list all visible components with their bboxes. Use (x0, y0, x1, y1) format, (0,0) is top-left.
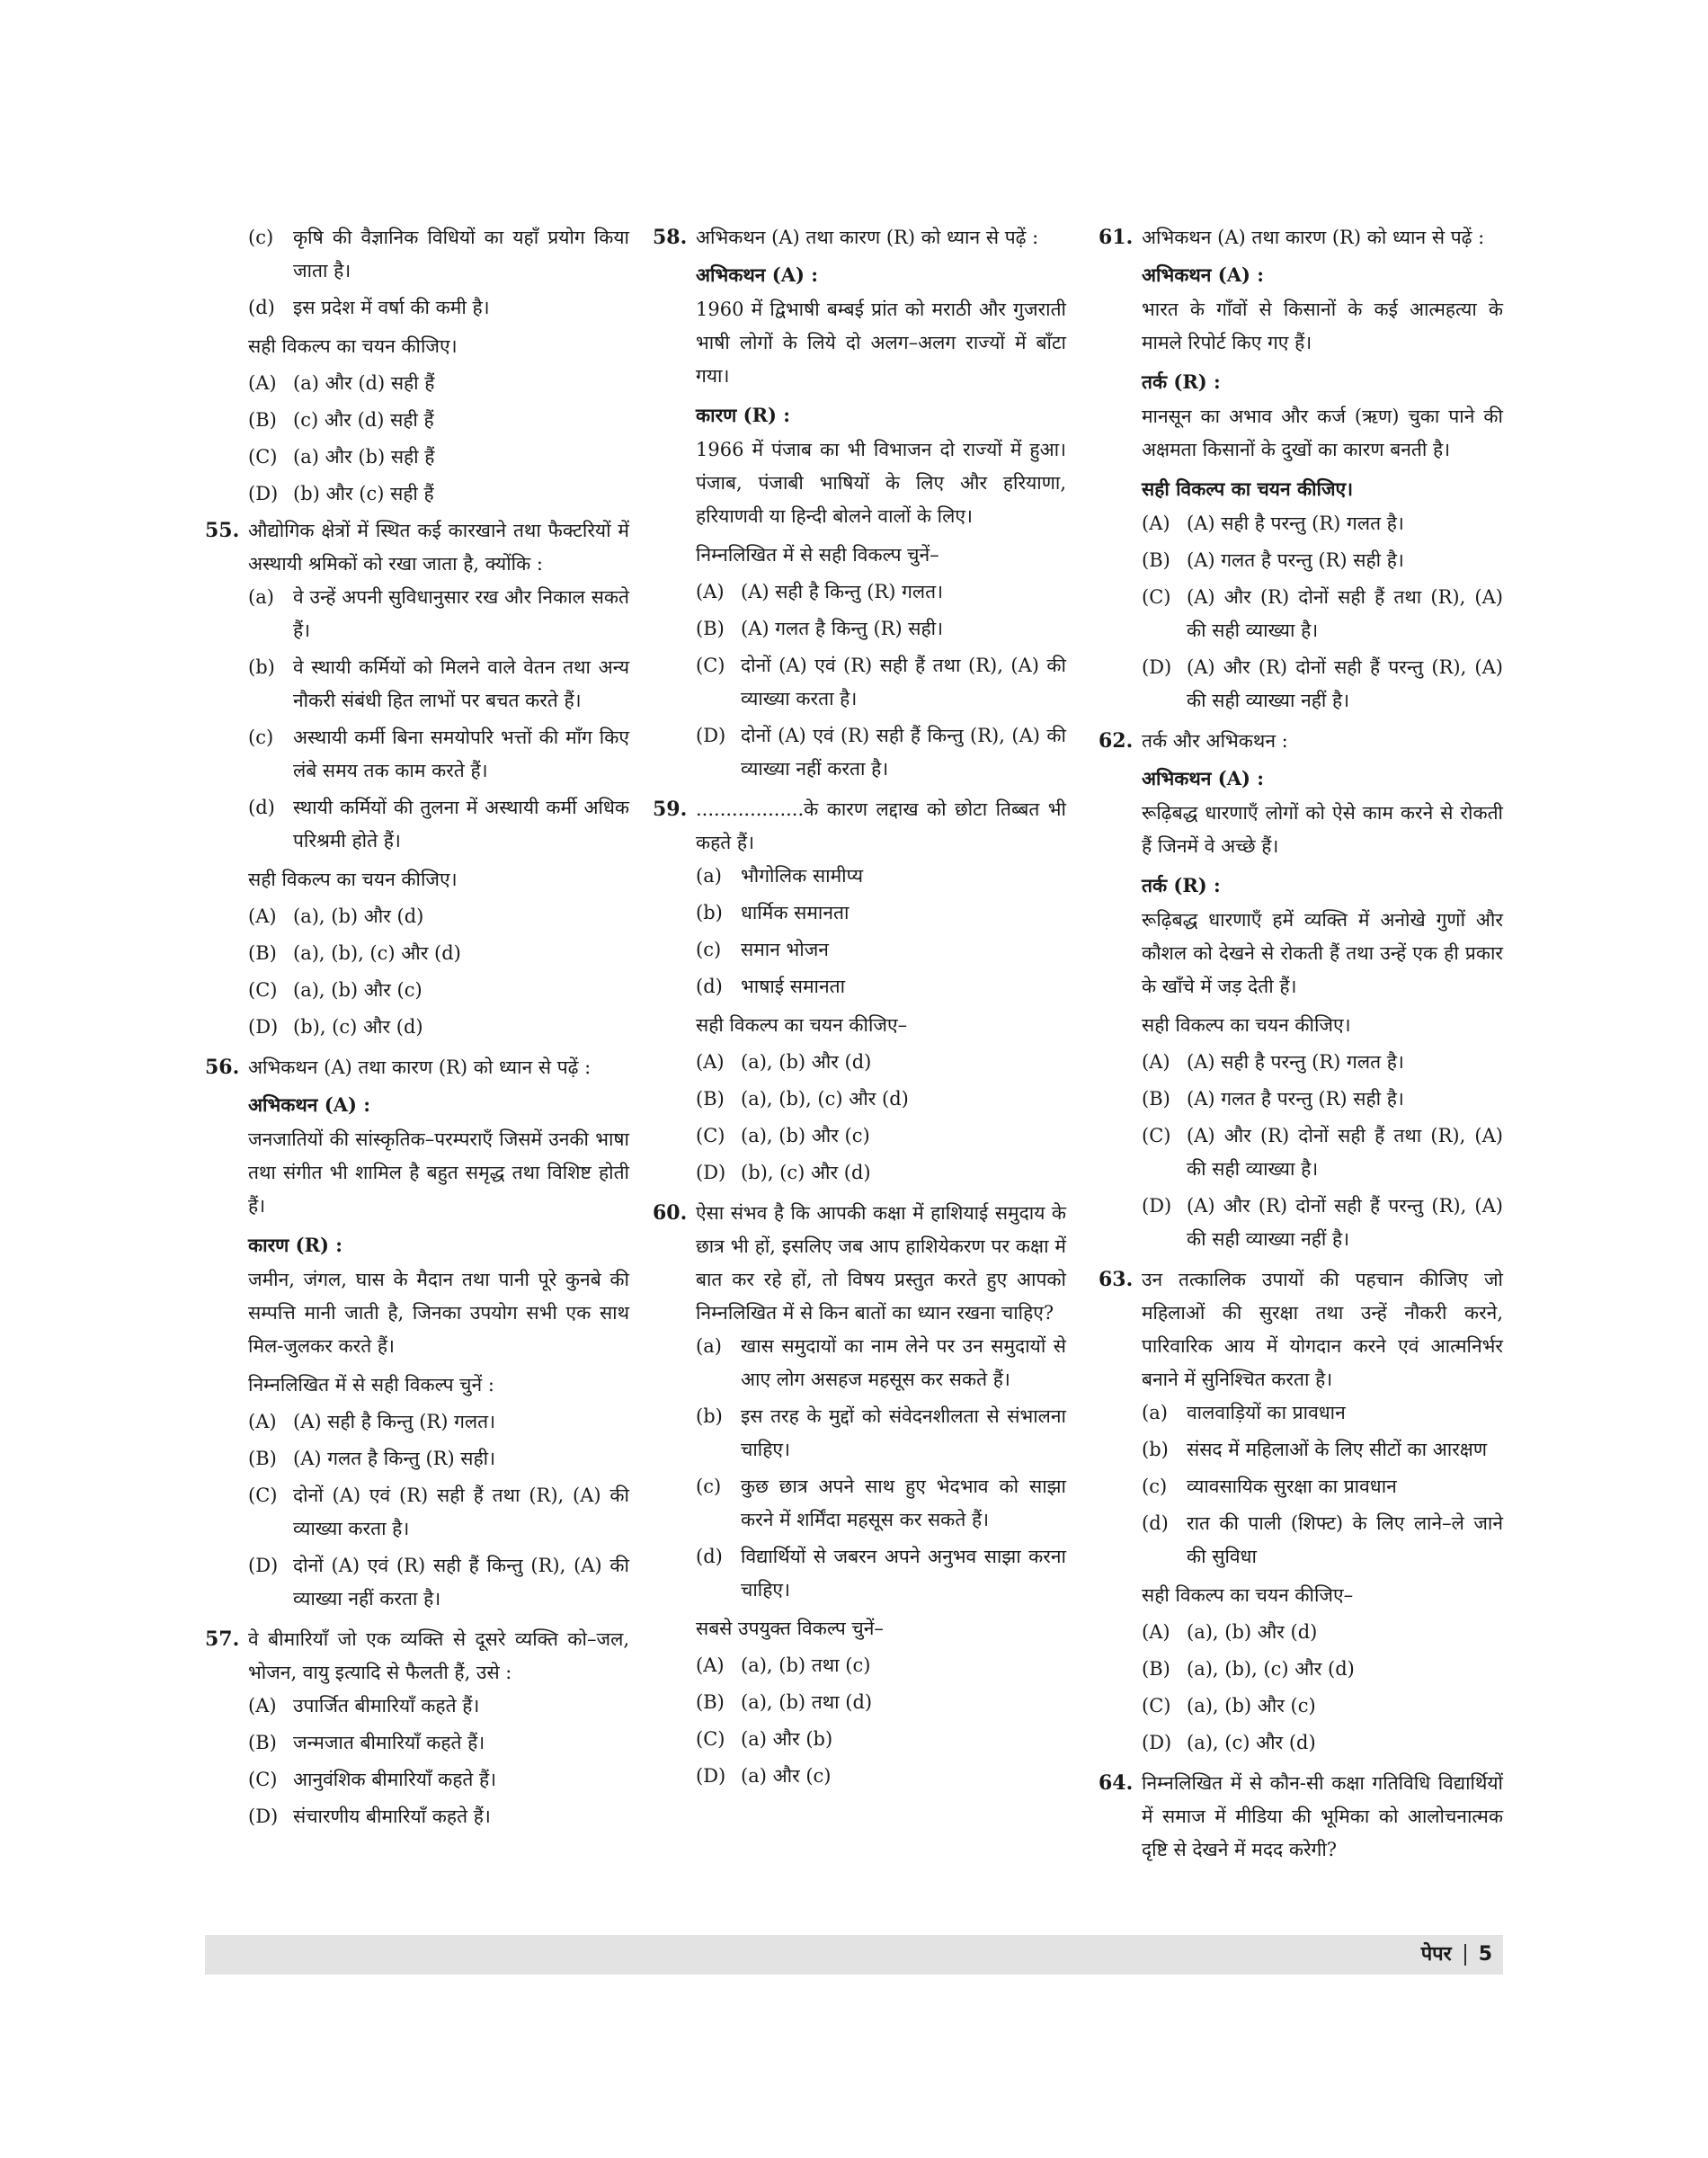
statement-text: अस्थायी कर्मी बिना समयोपरि भत्तों की माँग किए लंबे समय तक काम करते हैं। (293, 727, 629, 781)
marker: (d) (696, 1546, 723, 1567)
statement-text: वे उन्हें अपनी सुविधानुसार रख और निकाल सकते हैं। (293, 586, 629, 641)
marker: (c) (1142, 1476, 1168, 1497)
option-text: दोनों (A) एवं (R) सही हैं तथा (R), (A) की व्याख्या करता है। (293, 1485, 629, 1539)
option-text: (A) और (R) दोनों सही हैं तथा (R), (A) की सही व्याख्या है। (1187, 586, 1503, 641)
footer-separator (1464, 1944, 1466, 1966)
marker: (D) (1142, 656, 1172, 678)
marker: (D) (248, 1806, 279, 1827)
option-text: दोनों (A) एवं (R) सही हैं तथा (R), (A) की व्याख्या करता है। (741, 655, 1066, 709)
option-text: (a) और (b) सही हैं (293, 446, 435, 468)
option-text: (A) और (R) दोनों सही हैं परन्तु (R), (A) की सही व्याख्या नहीं है। (1187, 656, 1503, 711)
option-text: संचारणीय बीमारियाँ कहते हैं। (293, 1806, 491, 1827)
assertion-text: भारत के गाँवों से किसानों के कई आत्महत्या के मामले रिपोर्ट किए गए हैं। (1142, 299, 1503, 353)
option-C[interactable] (1142, 1690, 1503, 1723)
question-text: ऐसा संभव है कि आपकी कक्षा में हाशियाई समुदाय के छात्र भी हों, इसलिए जब आप हाशियेकरण पर कक्षा में बात कर रहे हों, तो विषय प्रस्तुत करते हुए आपको निम्नलिखित में से किन बातों का ध्यान रखना चाहिए? (696, 1202, 1066, 1324)
statement-a (248, 581, 629, 647)
question-number: 62. (1099, 729, 1134, 753)
marker: (a) (248, 586, 274, 608)
reason-text: रूढ़िबद्ध धारणाएँ हमें व्यक्ति में अनोखे गुणों और कौशल को देखने से रोकती हैं तथा उन्हें एक ही प्रकार के खाँचे में जड़ देती हैं। (1142, 909, 1503, 997)
option-B[interactable] (1142, 1653, 1503, 1686)
option-B[interactable] (696, 1083, 1066, 1116)
question-61 (1099, 221, 1503, 718)
marker: (A) (1142, 513, 1170, 534)
marker: (c) (696, 939, 722, 960)
assertion-text: 1960 में द्विभाषी बम्बई प्रांत को मराठी और गुजराती भाषी लोगों के लिये दो अलग–अलग राज्यों में बाँटा गया। (696, 299, 1066, 387)
option-text: (A) गलत है परन्तु (R) सही है। (1187, 549, 1404, 571)
marker: (C) (248, 979, 278, 1001)
option-C[interactable] (248, 1479, 629, 1546)
marker: (b) (1142, 1439, 1169, 1460)
statement-a (696, 860, 1066, 893)
marker: (A) (248, 905, 277, 927)
option-A[interactable] (248, 1405, 629, 1439)
footer-text (1421, 1940, 1492, 1969)
option-C[interactable] (248, 974, 629, 1007)
marker: (B) (1142, 549, 1170, 571)
question-54-continued (205, 221, 629, 511)
option-D[interactable] (248, 1549, 629, 1616)
question-text: तर्क और अभिकथन : (1142, 730, 1288, 752)
page-footer (205, 1935, 1503, 1975)
statement-c (248, 721, 629, 788)
statement-text: कुछ छात्र अपने साथ हुए भेदभाव को साझा करने में शर्मिंदा महसूस कर सकते हैं। (741, 1476, 1066, 1530)
statement-text: संसद में महिलाओं के लिए सीटों का आरक्षण (1187, 1439, 1488, 1460)
footer-label: पेपर (1420, 1943, 1452, 1966)
question-57 (205, 1623, 629, 1833)
marker: (b) (696, 902, 723, 923)
statement-a (1142, 1396, 1503, 1430)
marker: (C) (248, 1769, 278, 1790)
statement-a (696, 1330, 1066, 1396)
reason-label: कारण (R) : (248, 1234, 343, 1256)
marker: (a) (1142, 1402, 1168, 1423)
option-D[interactable] (696, 719, 1066, 786)
option-C[interactable] (1142, 1119, 1503, 1186)
marker: (C) (1142, 586, 1171, 608)
question-number: 63. (1099, 1268, 1134, 1291)
question-63 (1099, 1263, 1503, 1760)
question-60 (653, 1197, 1066, 1793)
option-B[interactable] (248, 1442, 629, 1476)
option-text: (b), (c) और (d) (741, 1162, 871, 1183)
instruction: सही विकल्प का चयन कीजिए। (248, 869, 458, 890)
statement-c (1142, 1470, 1503, 1503)
statement-b (248, 651, 629, 718)
statement-text: धार्मिक समानता (741, 902, 850, 923)
option-text: (c) और (d) सही हैं (293, 409, 434, 431)
marker: (D) (1142, 1732, 1172, 1753)
question-text: औद्योगिक क्षेत्रों में स्थित कई कारखाने तथा फैक्टरियों में अस्थायी श्रमिकों को रखा जाता है, क्योंकि : (248, 520, 629, 575)
option-D[interactable] (696, 1760, 1066, 1793)
instruction: सही विकल्प का चयन कीजिए। (248, 335, 458, 357)
reason-label: तर्क (R) : (1142, 874, 1221, 896)
question-text: ..................के कारण लद्दाख को छोटा तिब्बत भी कहते हैं। (696, 798, 1066, 853)
option-text: (a), (b) और (d) (293, 905, 424, 927)
option-text: दोनों (A) एवं (R) सही हैं किन्तु (R), (A) की व्याख्या नहीं करता है। (293, 1555, 629, 1610)
marker: (a) (696, 1335, 722, 1357)
statement-d (1142, 1507, 1503, 1574)
option-D[interactable] (1142, 651, 1503, 718)
option-text: दोनों (A) एवं (R) सही हैं किन्तु (R), (A) की व्याख्या नहीं करता है। (741, 725, 1066, 780)
option-B[interactable] (1142, 544, 1503, 577)
marker: (D) (248, 1016, 279, 1038)
marker: (B) (1142, 1658, 1170, 1680)
option-D[interactable] (1142, 1726, 1503, 1760)
question-text: निम्नलिखित में से कौन-सी कक्षा गतिविधि विद्यार्थियों में समाज में मीडिया की भूमिका को आलोचनात्मक दृष्टि से देखने में मदद करेगी? (1142, 1772, 1503, 1860)
assertion-label: अभिकथन (A) : (696, 263, 818, 286)
option-B[interactable] (696, 1686, 1066, 1719)
statement-d (248, 791, 629, 858)
option-text: (A) सही है परन्तु (R) गलत है। (1187, 1051, 1404, 1073)
statement-text: भौगोलिक सामीप्य (741, 865, 864, 887)
statement-text: भाषाई समानता (741, 976, 846, 997)
marker: (D) (696, 1162, 726, 1183)
marker: (d) (1142, 1512, 1169, 1534)
statement-text: विद्यार्थियों से जबरन अपने अनुभव साझा करना चाहिए। (741, 1546, 1066, 1601)
option-text: (a), (b) और (d) (1187, 1621, 1318, 1643)
option-text: (A) और (R) दोनों सही हैं परन्तु (R), (A) की सही व्याख्या नहीं है। (1187, 1195, 1503, 1250)
option-A[interactable] (248, 367, 629, 400)
marker: (b) (696, 1405, 723, 1427)
option-text: (a), (b) तथा (d) (741, 1691, 873, 1713)
option-C[interactable] (1142, 581, 1503, 647)
question-text: अभिकथन (A) तथा कारण (R) को ध्यान से पढ़ें : (696, 227, 1039, 248)
option-C[interactable] (696, 649, 1066, 716)
statement-text: वे स्थायी कर्मियों को मिलने वाले वेतन तथा अन्य नौकरी संबंधी हित लाभों पर बचत करते हैं। (293, 656, 629, 711)
marker: (D) (696, 725, 726, 746)
question-text: उन तत्कालिक उपायों की पहचान कीजिए जो महिलाओं की सुरक्षा तथा उन्हें नौकरी करने, पारिवारिक आय में योगदान करने एवं आत्मनिर्भर बनाने में सुनिश्चित करता है। (1142, 1269, 1503, 1390)
instruction: सही विकल्प का चयन कीजिए– (1142, 1584, 1354, 1606)
statement-b (696, 896, 1066, 930)
marker: (C) (248, 1485, 278, 1506)
option-text: (a) और (b) (741, 1728, 833, 1750)
question-58 (653, 221, 1066, 786)
question-64 (1099, 1767, 1503, 1867)
option-A[interactable] (1142, 1046, 1503, 1079)
marker: (A) (248, 372, 277, 394)
option-text: (a) और (c) (741, 1765, 832, 1787)
instruction: निम्नलिखित में से सही विकल्प चुनें– (696, 544, 939, 566)
statement-text: वालवाड़ियों का प्रावधान (1187, 1402, 1346, 1423)
marker: (d) (248, 297, 275, 318)
column-left (205, 221, 629, 1841)
statement-d (696, 970, 1066, 1003)
column-middle (653, 221, 1066, 1800)
option-B[interactable] (248, 1726, 629, 1760)
option-text: (A) गलत है किन्तु (R) सही। (293, 1448, 496, 1469)
statement-text: इस तरह के मुद्दों को संवेदनशीलता से संभालना चाहिए। (741, 1405, 1066, 1460)
option-text: (a), (c) और (d) (1187, 1732, 1316, 1753)
option-text: (a), (b) और (c) (741, 1125, 870, 1146)
marker: (A) (696, 1654, 725, 1676)
marker: (D) (1142, 1195, 1172, 1217)
marker: (A) (248, 1695, 277, 1717)
column-right (1099, 221, 1503, 1874)
question-59 (653, 793, 1066, 1190)
statement-c (696, 933, 1066, 967)
option-text: (A) सही है परन्तु (R) गलत है। (1187, 513, 1404, 534)
marker: (C) (696, 1125, 725, 1146)
reason-label: तर्क (R) : (1142, 370, 1221, 393)
question-number: 61. (1099, 226, 1134, 249)
marker: (C) (696, 655, 725, 676)
option-text: (b), (c) और (d) (293, 1016, 423, 1038)
option-text: (a), (b), (c) और (d) (1187, 1658, 1355, 1680)
question-number: 56. (205, 1056, 240, 1079)
option-text: (a), (b), (c) और (d) (293, 942, 461, 964)
question-number: 60. (653, 1201, 688, 1225)
marker: (C) (696, 1728, 725, 1750)
question-62 (1099, 725, 1503, 1256)
marker: (d) (696, 976, 723, 997)
question-text: वे बीमारियाँ जो एक व्यक्ति से दूसरे व्यक्ति को–जल, भोजन, वायु इत्यादि से फैलती हैं, उसे : (248, 1628, 629, 1683)
reason-text: 1966 में पंजाब का भी विभाजन दो राज्यों में हुआ। पंजाब, पंजाबी भाषियों के लिए और हरियाणा, हरियाणवी या हिन्दी बोलने वालों के लिए। (696, 439, 1066, 527)
marker: (c) (248, 227, 274, 248)
marker: (C) (248, 446, 278, 468)
marker: (D) (696, 1765, 726, 1787)
instruction: निम्नलिखित में से सही विकल्प चुनें : (248, 1374, 494, 1396)
statement-c (696, 1470, 1066, 1537)
question-number: 59. (653, 798, 688, 821)
marker: (B) (248, 1448, 277, 1469)
question-number: 57. (205, 1627, 240, 1651)
instruction: सही विकल्प का चयन कीजिए– (696, 1014, 908, 1036)
option-D[interactable] (248, 477, 629, 511)
option-A[interactable] (696, 1046, 1066, 1079)
option-A[interactable] (1142, 1616, 1503, 1649)
marker: (B) (696, 1691, 725, 1713)
statement-b (1142, 1433, 1503, 1467)
option-text: (A) गलत है परन्तु (R) सही है। (1187, 1088, 1404, 1110)
option-text: (A) और (R) दोनों सही हैं तथा (R), (A) की सही व्याख्या है। (1187, 1125, 1503, 1180)
assertion-text: जनजातियों की सांस्कृतिक–परम्पराएँ जिसमें उनकी भाषा तथा संगीत भी शामिल है बहुत समृद्ध तथा विशिष्ट होती हैं। (248, 1128, 629, 1217)
option-A[interactable] (248, 1690, 629, 1723)
page-number: 5 (1478, 1943, 1492, 1966)
reason-label: कारण (R) : (696, 404, 791, 426)
option-B[interactable] (248, 404, 629, 437)
marker: (c) (248, 727, 274, 748)
marker: (B) (696, 618, 725, 639)
question-56 (205, 1051, 629, 1616)
statement-d (248, 291, 629, 325)
assertion-label: अभिकथन (A) : (1142, 263, 1264, 286)
option-text: (A) गलत है किन्तु (R) सही। (741, 618, 944, 639)
option-A[interactable] (696, 1649, 1066, 1682)
question-text: अभिकथन (A) तथा कारण (R) को ध्यान से पढ़ें : (248, 1057, 592, 1078)
marker: (a) (696, 865, 722, 887)
statement-text: व्यावसायिक सुरक्षा का प्रावधान (1187, 1476, 1397, 1497)
option-text: आनुवंशिक बीमारियाँ कहते हैं। (293, 1769, 497, 1790)
instruction: सही विकल्प का चयन कीजिए। (1142, 477, 1354, 500)
marker: (B) (1142, 1088, 1170, 1110)
question-number: 64. (1099, 1771, 1134, 1795)
statement-d (696, 1540, 1066, 1607)
statement-text: इस प्रदेश में वर्षा की कमी है। (293, 297, 490, 318)
option-text: (a), (b), (c) और (d) (741, 1088, 909, 1110)
marker: (B) (248, 1732, 277, 1753)
marker: (B) (696, 1088, 725, 1110)
statement-text: कृषि की वैज्ञानिक विधियों का यहाँ प्रयोग किया जाता है। (293, 227, 629, 281)
assertion-label: अभिकथन (A) : (248, 1093, 370, 1116)
option-D[interactable] (248, 1011, 629, 1044)
instruction: सही विकल्प का चयन कीजिए। (1142, 1014, 1351, 1036)
option-C[interactable] (696, 1723, 1066, 1756)
option-D[interactable] (696, 1156, 1066, 1190)
option-text: जन्मजात बीमारियाँ कहते हैं। (293, 1732, 485, 1753)
option-text: (a), (b) और (c) (293, 979, 423, 1001)
option-text: उपार्जित बीमारियाँ कहते हैं। (293, 1695, 480, 1717)
option-B[interactable] (696, 612, 1066, 646)
assertion-label: अभिकथन (A) : (1142, 767, 1264, 789)
option-text: (A) सही है किन्तु (R) गलत। (293, 1411, 496, 1432)
marker: (B) (248, 942, 277, 964)
reason-text: जमीन, जंगल, घास के मैदान तथा पानी पूरे कुनबे की सम्पत्ति मानी जाती है, जिनका उपयोग सभी एक साथ मिल-जुलकर करते हैं। (248, 1269, 629, 1357)
option-text: (b) और (c) सही हैं (293, 483, 434, 504)
option-A[interactable] (696, 575, 1066, 609)
marker: (C) (1142, 1695, 1171, 1717)
statement-text: स्थायी कर्मियों की तुलना में अस्थायी कर्मी अधिक परिश्रमी होते हैं। (293, 797, 629, 852)
option-C[interactable] (696, 1119, 1066, 1153)
marker: (A) (696, 581, 725, 602)
statement-text: समान भोजन (741, 939, 829, 960)
instruction: सबसे उपयुक्त विकल्प चुनें– (696, 1618, 884, 1639)
marker: (A) (1142, 1051, 1170, 1073)
option-D[interactable] (1142, 1190, 1503, 1256)
marker: (d) (248, 797, 275, 818)
marker: (D) (248, 1555, 279, 1576)
statement-text: खास समुदायों का नाम लेने पर उन समुदायों से आए लोग असहज महसूस कर सकते हैं। (741, 1335, 1066, 1390)
option-D[interactable] (248, 1800, 629, 1833)
option-text: (a) और (d) सही हैं (293, 372, 435, 394)
marker: (B) (248, 409, 277, 431)
assertion-text: रूढ़िबद्ध धारणाएँ लोगों को ऐसे काम करने से रोकती हैं जिनमें वे अच्छे हैं। (1142, 802, 1503, 857)
marker: (D) (248, 483, 279, 504)
option-text: (a), (b) तथा (c) (741, 1654, 871, 1676)
option-A[interactable] (248, 900, 629, 933)
marker: (A) (1142, 1621, 1170, 1643)
marker: (A) (696, 1051, 725, 1073)
option-C[interactable] (248, 441, 629, 474)
question-text: अभिकथन (A) तथा कारण (R) को ध्यान से पढ़ें : (1142, 227, 1485, 248)
question-number: 58. (653, 226, 688, 249)
statement-b (696, 1400, 1066, 1467)
option-B[interactable] (1142, 1083, 1503, 1116)
option-text: (a), (b) और (c) (1187, 1695, 1316, 1717)
statement-c (248, 221, 629, 288)
option-B[interactable] (248, 937, 629, 970)
marker: (c) (696, 1476, 722, 1497)
marker: (C) (1142, 1125, 1171, 1146)
option-C[interactable] (248, 1763, 629, 1797)
reason-text: मानसून का अभाव और कर्ज (ऋण) चुका पाने की अक्षमता किसानों के दुखों का कारण बनती है। (1142, 406, 1503, 460)
statement-text: रात की पाली (शिफ्ट) के लिए लाने–ले जाने की सुविधा (1187, 1512, 1503, 1567)
marker: (b) (248, 656, 275, 678)
option-text: (a), (b) और (d) (741, 1051, 872, 1073)
marker: (A) (248, 1411, 277, 1432)
question-number: 55. (205, 519, 240, 542)
option-A[interactable] (1142, 507, 1503, 540)
option-text: (A) सही है किन्तु (R) गलत। (741, 581, 944, 602)
question-55 (205, 514, 629, 1044)
